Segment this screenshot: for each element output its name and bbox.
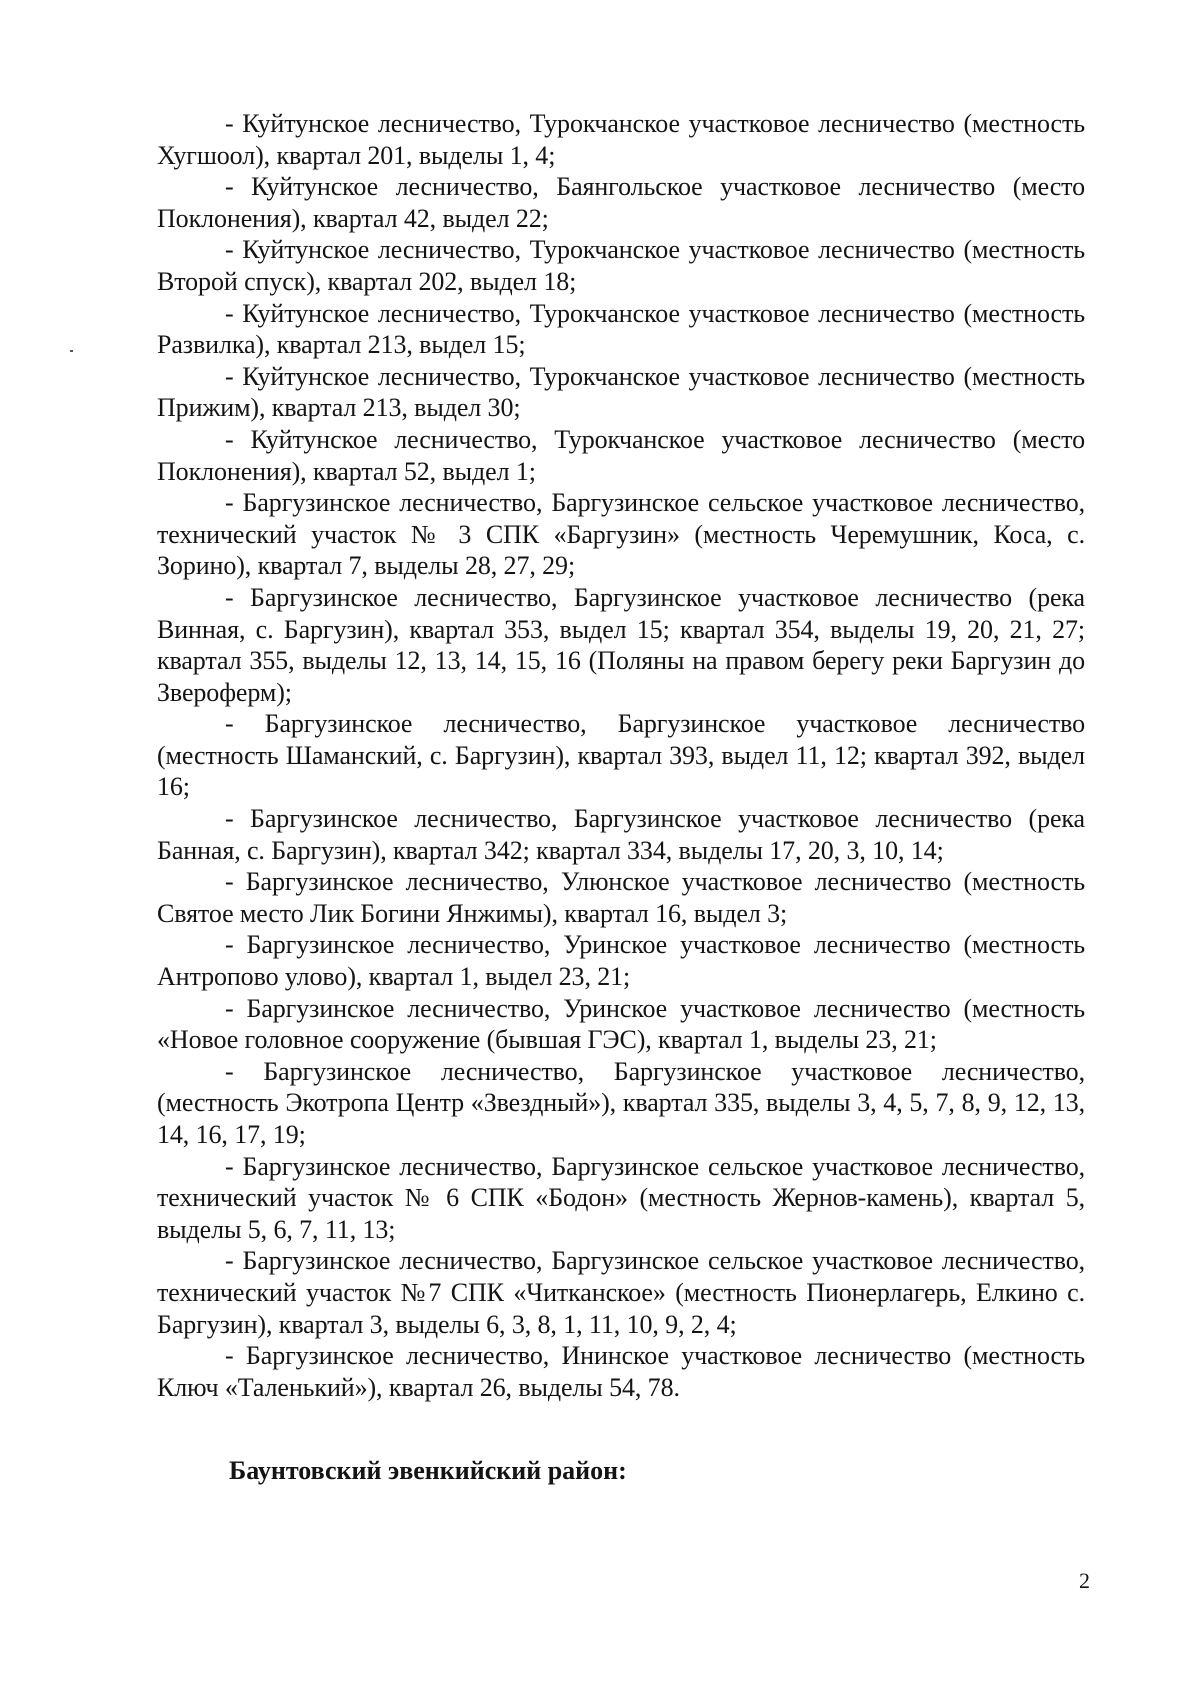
list-item: - Баргузинское лесничество, Уринское участковое лесничество (местность «Новое головное сооружение (бывшая ГЭС), квартал 1, выделы 23, 21; [157,993,1085,1055]
list-item: - Баргузинское лесничество, Баргузинское участковое лесничество (река Винная, с. Баргузин), квартал 353, выдел 15; квартал 354, выделы 19, 20, 21, 27; квартал 355, выделы 12, 13, 14, 15, 16 (Поляны на правом берегу реки Баргузин до Звероферм); [157,582,1085,707]
list-item: - Куйтунское лесничество, Турокчанское участковое лесничество (местность Второй спуск), квартал 202, выдел 18; [157,235,1085,296]
list-item: - Баргузинское лесничество, Баргузинское сельское участковое лесничество, технический участок №7 СПК «Читканское» (местность Пионерлагерь, Елкино с. Баргузин), квартал 3, выделы 6, 3, 8, 1, 11, 10, 9, 2, 4; [157,1246,1085,1339]
scan-speck [70,350,73,352]
page-number: 2 [1079,1568,1090,1593]
list-item: - Баргузинское лесничество, Уринское участковое лесничество (местность Антропово улово), квартал 1, выдел 23, 21; [157,930,1085,992]
list-item: - Баргузинское лесничество, Баргузинское участковое лесничество (река Банная, с. Баргузин), квартал 342; квартал 334, выделы 17, 20, 3, 10, 14; [157,804,1085,865]
list-item: - Куйтунское лесничество, Баянгольское участковое лесничество (место Поклонения), квартал 42, выдел 22; [157,172,1085,233]
section-heading: Баунтовский эвенкийский район: [229,1456,627,1486]
list-item: - Куйтунское лесничество, Турокчанское участковое лесничество (местность Прижим), квартал 213, выдел 30; [157,361,1085,423]
list-item: - Баргузинское лесничество, Баргузинское сельское участковое лесничество, технический участок № 6 СПК «Бодон» (местность Жернов-камень), квартал 5, выделы 5, 6, 7, 11, 13; [157,1151,1085,1244]
list-item: - Куйтунское лесничество, Турокчанское участковое лесничество (место Поклонения), квартал 52, выдел 1; [157,424,1085,486]
list-item: - Баргузинское лесничество, Баргузинское участковое лесничество, (местность Экотропа Центр «Звездный»), квартал 335, выделы 3, 4, 5, 7, 8, 9, 12, 13, 14, 16, 17, 19; [157,1056,1085,1149]
list-item: - Баргузинское лесничество, Улюнское участковое лесничество (местность Святое место Лик Богини Янжимы), квартал 16, выдел 3; [157,867,1085,928]
list-item: - Баргузинское лесничество, Баргузинское участковое лесничество (местность Шаманский, с. Баргузин), квартал 393, выдел 11, 12; квартал 392, выдел 16; [157,709,1085,802]
list-item: - Куйтунское лесничество, Турокчанское участковое лесничество (местность Хугшоол), квартал 201, выделы 1, 4; [157,109,1085,170]
list-item: - Баргузинское лесничество, Баргузинское сельское участковое лесничество, технический участок № 3 СПК «Баргузин» (местность Черемушник, Коса, с. Зорино), квартал 7, выделы 28, 27, 29; [157,488,1085,581]
document-body [157,108,1085,1487]
list-item: - Баргузинское лесничество, Ининское участковое лесничество (местность Ключ «Таленький»), квартал 26, выделы 54, 78. [157,1341,1085,1402]
list-item: - Куйтунское лесничество, Турокчанское участковое лесничество (местность Развилка), квартал 213, выдел 15; [157,298,1085,360]
